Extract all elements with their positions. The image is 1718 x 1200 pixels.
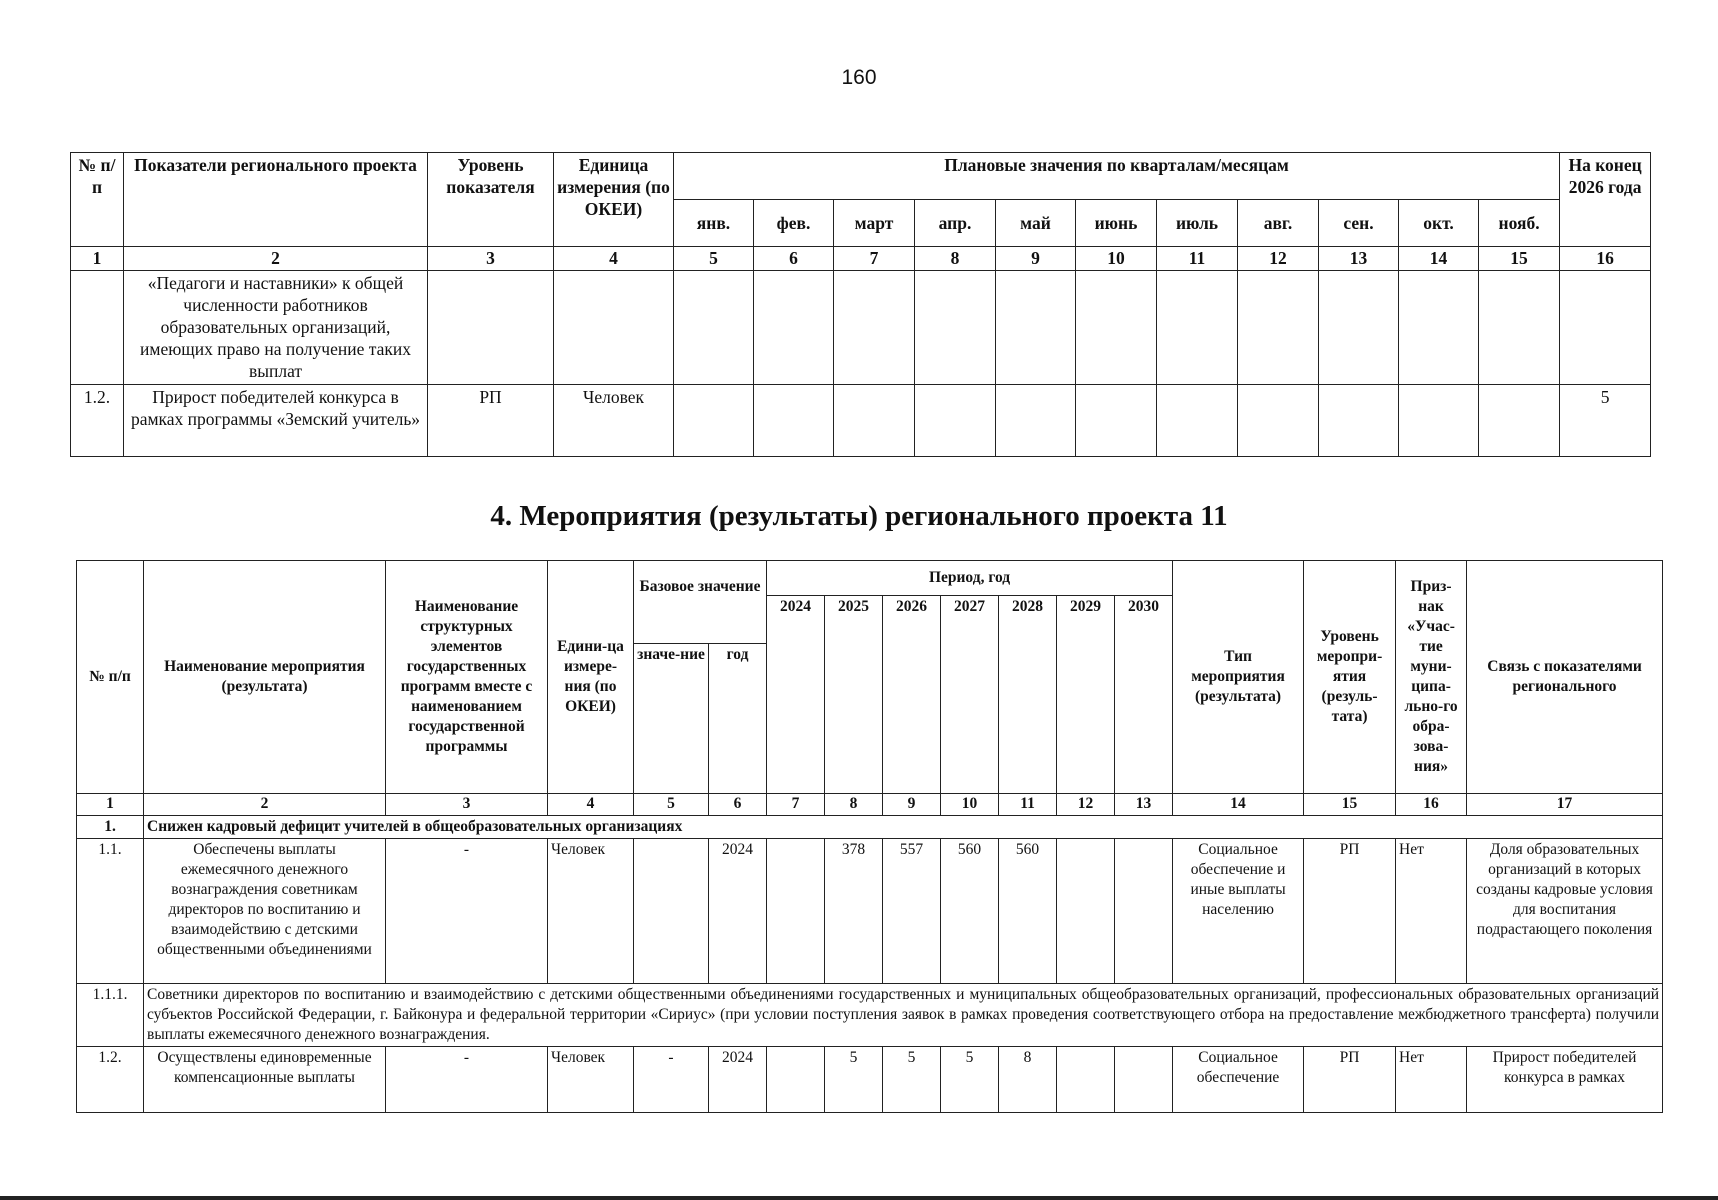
col-number: 7 (834, 247, 915, 271)
col-number: 14 (1399, 247, 1479, 271)
header-year: 2027 (941, 596, 999, 794)
header-year: 2029 (1057, 596, 1115, 794)
header-base: Базовое значение (634, 561, 767, 644)
row-name: Осуществлены единовременные компенсационные выплаты (144, 1047, 386, 1113)
col-number: 8 (825, 794, 883, 816)
col-number: 13 (1115, 794, 1173, 816)
header-period: Период, год (767, 561, 1173, 596)
row-name: «Педагоги и наставники» к общей численности работников образовательных организаций, имеющих право на получение таких выплат (124, 271, 428, 385)
header-month: фев. (754, 200, 834, 247)
col-number: 5 (674, 247, 754, 271)
row-year-value: 8 (999, 1047, 1057, 1113)
header-end: На конец 2026 года (1560, 153, 1651, 247)
row-name: Прирост победителей конкурса в рамках программы «Земский учитель» (124, 385, 428, 457)
row-municipal: Нет (1396, 839, 1467, 984)
col-number: 2 (144, 794, 386, 816)
header-month: янв. (674, 200, 754, 247)
col-number: 10 (941, 794, 999, 816)
header-year: 2028 (999, 596, 1057, 794)
col-number: 13 (1319, 247, 1399, 271)
header-month: июнь (1076, 200, 1157, 247)
header-num: № п/п (71, 153, 124, 247)
row-year-value: 560 (999, 839, 1057, 984)
row-unit: Человек (548, 1047, 634, 1113)
table-row (77, 839, 1663, 984)
section-row (77, 816, 1663, 839)
col-number: 12 (1238, 247, 1319, 271)
row-base-year: 2024 (709, 1047, 767, 1113)
header-month: апр. (915, 200, 996, 247)
row-level (428, 271, 554, 385)
header-type: Тип мероприятия (результата) (1173, 561, 1304, 794)
section-num: 1. (77, 816, 144, 839)
row-year-value (1115, 1047, 1173, 1113)
header-level: Уровень показателя (428, 153, 554, 247)
row-unit: Человек (554, 385, 674, 457)
row-year-value (1057, 1047, 1115, 1113)
header-planned: Плановые значения по кварталам/месяцам (674, 153, 1560, 200)
col-number: 8 (915, 247, 996, 271)
col-number: 4 (548, 794, 634, 816)
row-end: 5 (1560, 385, 1651, 457)
row-num: 1.2. (77, 1047, 144, 1113)
row-year-value: 5 (883, 1047, 941, 1113)
header-month: март (834, 200, 915, 247)
col-number: 16 (1560, 247, 1651, 271)
row-link: Прирост победителей конкурса в рамках (1467, 1047, 1663, 1113)
col-number: 7 (767, 794, 825, 816)
col-number: 17 (1467, 794, 1663, 816)
col-number: 1 (77, 794, 144, 816)
row-structural: - (386, 839, 548, 984)
header-name: Наименование мероприятия (результата) (144, 561, 386, 794)
col-number: 14 (1173, 794, 1304, 816)
row-year-value (767, 1047, 825, 1113)
col-number: 1 (71, 247, 124, 271)
col-number: 5 (634, 794, 709, 816)
header-month: окт. (1399, 200, 1479, 247)
activities-table (76, 560, 1663, 1113)
header-unit: Единица измерения (по ОКЕИ) (554, 153, 674, 247)
col-number: 6 (754, 247, 834, 271)
col-number: 15 (1479, 247, 1560, 271)
col-number: 11 (999, 794, 1057, 816)
row-structural: - (386, 1047, 548, 1113)
header-year: 2024 (767, 596, 825, 794)
section-text: Снижен кадровый дефицит учителей в общеобразовательных организациях (144, 816, 1663, 839)
col-number: 4 (554, 247, 674, 271)
header-unit: Едини-ца измере-ния (по ОКЕИ) (548, 561, 634, 794)
header-month: июль (1157, 200, 1238, 247)
row-year-value: 560 (941, 839, 999, 984)
header-indicators: Показатели регионального проекта (124, 153, 428, 247)
row-num (71, 271, 124, 385)
header-num: № п/п (77, 561, 144, 794)
indicators-table (70, 152, 1651, 457)
row-year-value: 5 (825, 1047, 883, 1113)
row-base-value: - (634, 1047, 709, 1113)
row-name: Обеспечены выплаты ежемесячного денежного вознаграждения советникам директоров по воспитанию и взаимодействию с детскими общественными объединениями (144, 839, 386, 984)
header-link: Связь с показателями регионального (1467, 561, 1663, 794)
header-month: май (996, 200, 1076, 247)
row-year-value: 378 (825, 839, 883, 984)
header-year: 2026 (883, 596, 941, 794)
table-row (77, 1047, 1663, 1113)
col-number: 2 (124, 247, 428, 271)
row-year-value (767, 839, 825, 984)
row-base-value (634, 839, 709, 984)
col-number: 6 (709, 794, 767, 816)
col-number: 12 (1057, 794, 1115, 816)
row-description: Советники директоров по воспитанию и взаимодействию с детскими общественными объединениями государственных и муниципальных общеобразовательных организаций, профессиональных образовательных организаций субъектов Российской Федерации, г. Байконура и федеральной территории «Сириус» (при условии поступления заявок в рамках проведения соответствующего отбора на предоставление межбюджетного трансферта) получили выплаты ежемесячного денежного вознаграждения. (144, 984, 1663, 1047)
table-row (71, 385, 1651, 457)
col-number: 10 (1076, 247, 1157, 271)
row-unit: Человек (548, 839, 634, 984)
table-row (77, 984, 1663, 1047)
row-num: 1.2. (71, 385, 124, 457)
row-level: РП (1304, 839, 1396, 984)
header-structural: Наименование структурных элементов государственных программ вместе с наименованием государственной программы (386, 561, 548, 794)
col-number: 9 (883, 794, 941, 816)
col-number: 15 (1304, 794, 1396, 816)
row-num: 1.1. (77, 839, 144, 984)
header-base-year: год (709, 644, 767, 794)
header-year: 2030 (1115, 596, 1173, 794)
page-number: 160 (841, 66, 877, 89)
header-year: 2025 (825, 596, 883, 794)
row-link: Доля образовательных организаций в которых созданы кадровые условия для воспитания подрастающего поколения (1467, 839, 1663, 984)
header-base-value: значе-ние (634, 644, 709, 794)
row-year-value (1115, 839, 1173, 984)
row-type: Социальное обеспечение и иные выплаты населению (1173, 839, 1304, 984)
header-level: Уровень меропри-ятия (резуль-тата) (1304, 561, 1396, 794)
header-month: сен. (1319, 200, 1399, 247)
header-month: авг. (1238, 200, 1319, 247)
row-end (1560, 271, 1651, 385)
col-number: 9 (996, 247, 1076, 271)
row-year-value: 5 (941, 1047, 999, 1113)
col-number: 3 (386, 794, 548, 816)
row-type: Социальное обеспечение (1173, 1047, 1304, 1113)
col-number: 11 (1157, 247, 1238, 271)
row-unit (554, 271, 674, 385)
header-month: нояб. (1479, 200, 1560, 247)
row-year-value (1057, 839, 1115, 984)
row-level: РП (1304, 1047, 1396, 1113)
row-num: 1.1.1. (77, 984, 144, 1047)
col-number: 3 (428, 247, 554, 271)
table-row (71, 271, 1651, 385)
row-municipal: Нет (1396, 1047, 1467, 1113)
row-year-value: 557 (883, 839, 941, 984)
col-number: 16 (1396, 794, 1467, 816)
row-level: РП (428, 385, 554, 457)
row-base-year: 2024 (709, 839, 767, 984)
header-municipal: Приз-нак «Учас-тие муни-ципа-льно-го обра-зова-ния» (1396, 561, 1467, 794)
page-bottom-edge (0, 1196, 1718, 1200)
section-title: 4. Мероприятия (результаты) регионального проекта 11 (490, 500, 1228, 532)
